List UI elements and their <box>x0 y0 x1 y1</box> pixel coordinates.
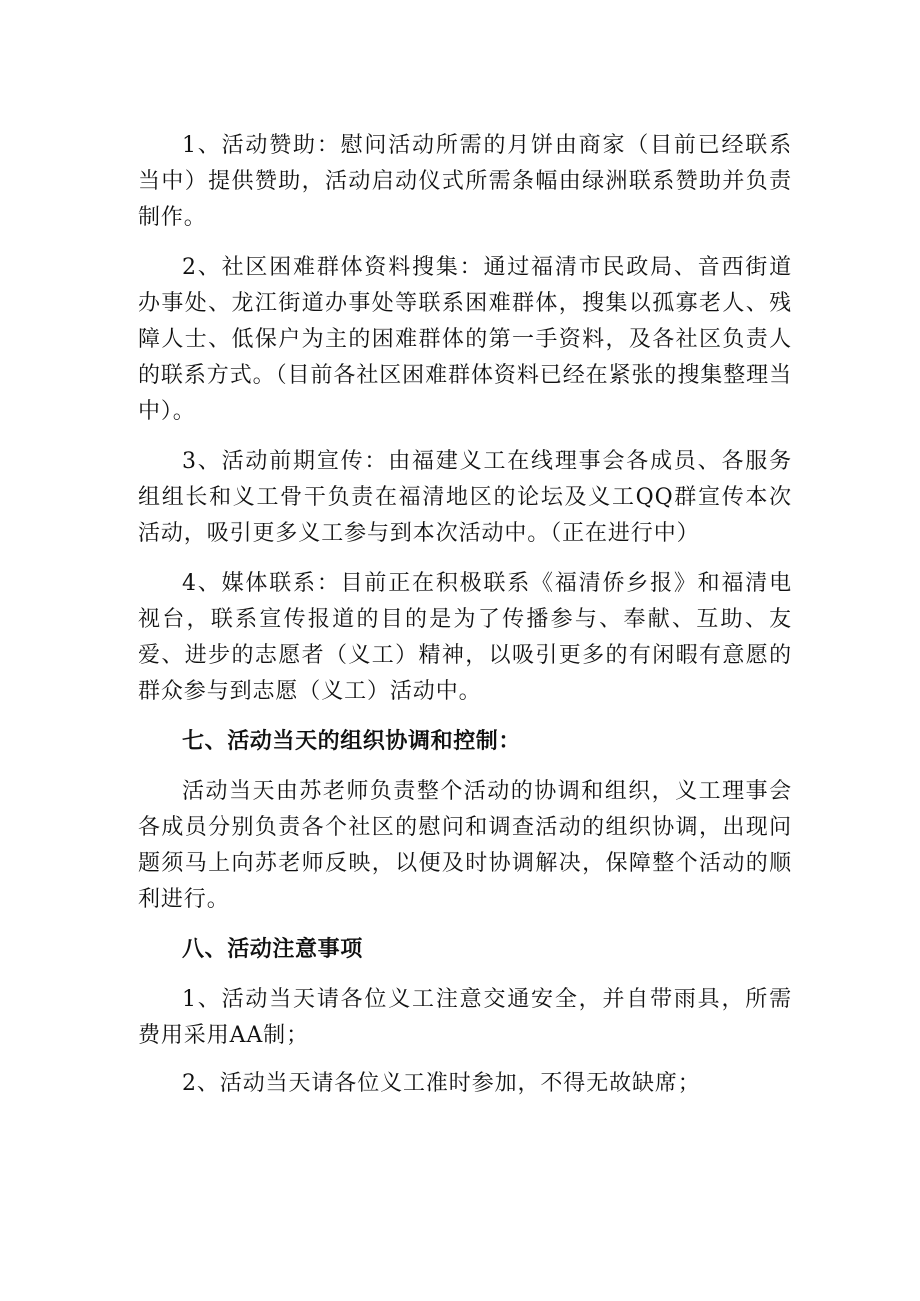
section-8-item-2: 2、活动当天请各位义工准时参加，不得无故缺席； <box>182 1071 701 1096</box>
paragraph-media-contact: 4、媒体联系：目前正在积极联系《福清侨乡报》和福清电视台，联系宣传报道的目的是为了传播参与、奉献、互助、友爱、进步的志愿者（义工）精神，以吸引更多的有闲暇有意愿的群众参与到志愿（义工）活动中。 <box>138 571 792 704</box>
section-7-body: 活动当天由苏老师负责整个活动的协调和组织，义工理事会各成员分别负责各个社区的慰问和调查活动的组织协调，出现问题须马上向苏老师反映，以便及时协调解决，保障整个活动的顺利进行。 <box>138 779 792 912</box>
paragraph-sponsorship: 1、活动赞助：慰问活动所需的月饼由商家（目前已经联系当中）提供赞助，活动启动仪式所需条幅由绿洲联系赞助并负责制作。 <box>138 133 792 230</box>
paragraph-data-collection: 2、社区困难群体资料搜集：通过福清市民政局、音西街道办事处、龙江街道办事处等联系困难群体，搜集以孤寡老人、残障人士、低保户为主的困难群体的第一手资料，及各社区负责人的联系方式。（目前各社区困难群体资料已经在紧张的搜集整理当中）。 <box>138 255 792 424</box>
section-7-heading: 七、活动当天的组织协调和控制： <box>182 729 522 754</box>
document-page <box>138 128 792 1114</box>
section-8-item-1: 1、活动当天请各位义工注意交通安全，并自带雨具，所需费用采用AA制； <box>138 987 792 1048</box>
paragraph-publicity: 3、活动前期宣传：由福建义工在线理事会各成员、各服务组组长和义工骨干负责在福清地区的论坛及义工QQ群宣传本次活动，吸引更多义工参与到本次活动中。（正在进行中） <box>138 449 792 546</box>
section-8-heading: 八、活动注意事项 <box>182 937 363 962</box>
